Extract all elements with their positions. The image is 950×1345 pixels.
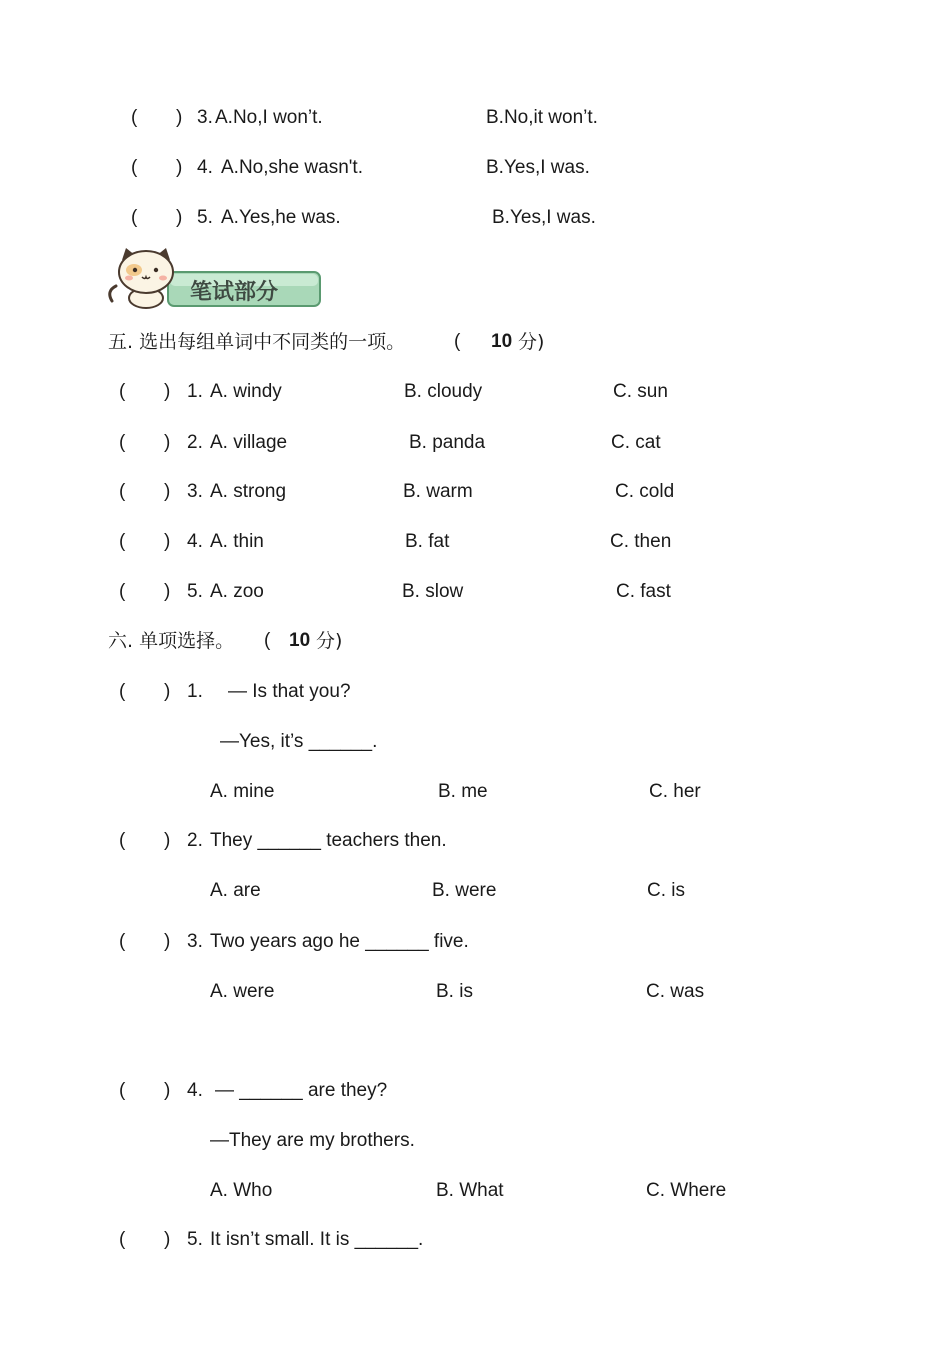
option-a: A.No,I won’t.	[215, 107, 323, 128]
answer-paren-close: )	[164, 481, 171, 502]
question-line: — ______ are they?	[215, 1080, 388, 1101]
option-b: B. panda	[409, 432, 486, 453]
option-c: C. then	[610, 531, 672, 552]
option-a: A. windy	[210, 381, 282, 402]
section-5-score: 10	[491, 331, 513, 352]
answer-paren-open[interactable]: (	[119, 830, 126, 851]
answer-line: —They are my brothers.	[210, 1130, 415, 1151]
answer-paren-open[interactable]: (	[131, 207, 138, 228]
cat-mascot-icon	[110, 248, 173, 308]
option-b: B. is	[436, 981, 473, 1002]
section-6-score-unit: 分)	[316, 630, 343, 652]
option-c: C. is	[647, 880, 685, 901]
item-number: 3.	[197, 107, 213, 128]
question-line: It isn’t small. It is ______.	[210, 1229, 424, 1250]
item-number: 3.	[187, 931, 203, 952]
option-a: A. mine	[210, 781, 275, 802]
item-number: 2.	[187, 432, 203, 453]
option-b: B. were	[432, 880, 497, 901]
answer-paren-close: )	[164, 1229, 171, 1250]
answer-paren-open[interactable]: (	[119, 681, 126, 702]
answer-paren-close: )	[164, 381, 171, 402]
item-number: 4.	[187, 1080, 203, 1101]
score-paren-open: (	[264, 630, 271, 651]
option-c: C. fast	[616, 581, 671, 602]
answer-paren-open[interactable]: (	[119, 1229, 126, 1250]
option-a: A. thin	[210, 531, 264, 552]
answer-paren-close: )	[164, 931, 171, 952]
answer-line: —Yes, it’s ______.	[220, 731, 378, 752]
section-5-title: 五. 选出每组单词中不同类的一项。	[108, 331, 406, 353]
option-c: C. her	[649, 781, 701, 802]
item-number: 5.	[187, 1229, 203, 1250]
option-b: B.No,it won’t.	[486, 107, 598, 128]
answer-paren-close: )	[176, 157, 183, 178]
answer-paren-close: )	[176, 107, 183, 128]
option-a: A. are	[210, 880, 261, 901]
option-c: C. cold	[615, 481, 675, 502]
item-number: 4.	[197, 157, 213, 178]
option-a: A. zoo	[210, 581, 264, 602]
option-b: B. cloudy	[404, 381, 483, 402]
option-a: A. strong	[210, 481, 287, 502]
answer-paren-close: )	[164, 681, 171, 702]
option-c: C. cat	[611, 432, 661, 453]
answer-paren-open[interactable]: (	[119, 381, 126, 402]
option-b: B. What	[436, 1180, 504, 1201]
answer-paren-close: )	[164, 531, 171, 552]
answer-paren-open[interactable]: (	[119, 432, 126, 453]
score-paren-open: (	[454, 331, 461, 352]
section-6-title: 六. 单项选择。	[108, 630, 235, 652]
question-line: Two years ago he ______ five.	[210, 931, 469, 952]
answer-paren-open[interactable]: (	[131, 157, 138, 178]
option-b: B. slow	[402, 581, 464, 602]
answer-paren-close: )	[164, 581, 171, 602]
answer-paren-open[interactable]: (	[119, 581, 126, 602]
section-5-score-unit: 分)	[518, 331, 545, 353]
answer-paren-open[interactable]: (	[119, 481, 126, 502]
answer-paren-close: )	[164, 432, 171, 453]
answer-paren-close: )	[164, 1080, 171, 1101]
item-number: 5.	[197, 207, 213, 228]
question-line: They ______ teachers then.	[210, 830, 447, 851]
answer-paren-open[interactable]: (	[119, 931, 126, 952]
option-b: B. me	[438, 781, 488, 802]
option-c: C. sun	[613, 381, 668, 402]
option-b: B. fat	[405, 531, 450, 552]
item-number: 2.	[187, 830, 203, 851]
item-number: 5.	[187, 581, 203, 602]
option-a: A. Who	[210, 1180, 273, 1201]
item-number: 3.	[187, 481, 203, 502]
banner-title: 笔试部分	[190, 280, 279, 305]
option-c: C. was	[646, 981, 705, 1002]
option-a: A.Yes,he was.	[221, 207, 341, 228]
option-a: A. were	[210, 981, 275, 1002]
option-b: B.Yes,I was.	[486, 157, 590, 178]
option-b: B. warm	[403, 481, 473, 502]
section-6-score: 10	[289, 630, 311, 651]
answer-paren-open[interactable]: (	[119, 531, 126, 552]
answer-paren-open[interactable]: (	[119, 1080, 126, 1101]
option-a: A.No,she wasn't.	[221, 157, 363, 178]
option-b: B.Yes,I was.	[492, 207, 596, 228]
option-c: C. Where	[646, 1180, 727, 1201]
item-number: 4.	[187, 531, 203, 552]
item-number: 1.	[187, 381, 203, 402]
answer-paren-close: )	[164, 830, 171, 851]
written-section-banner	[108, 246, 324, 310]
answer-paren-open[interactable]: (	[131, 107, 138, 128]
question-line: — Is that you?	[228, 681, 351, 702]
item-number: 1.	[187, 681, 203, 702]
answer-paren-close: )	[176, 207, 183, 228]
option-a: A. village	[210, 432, 288, 453]
